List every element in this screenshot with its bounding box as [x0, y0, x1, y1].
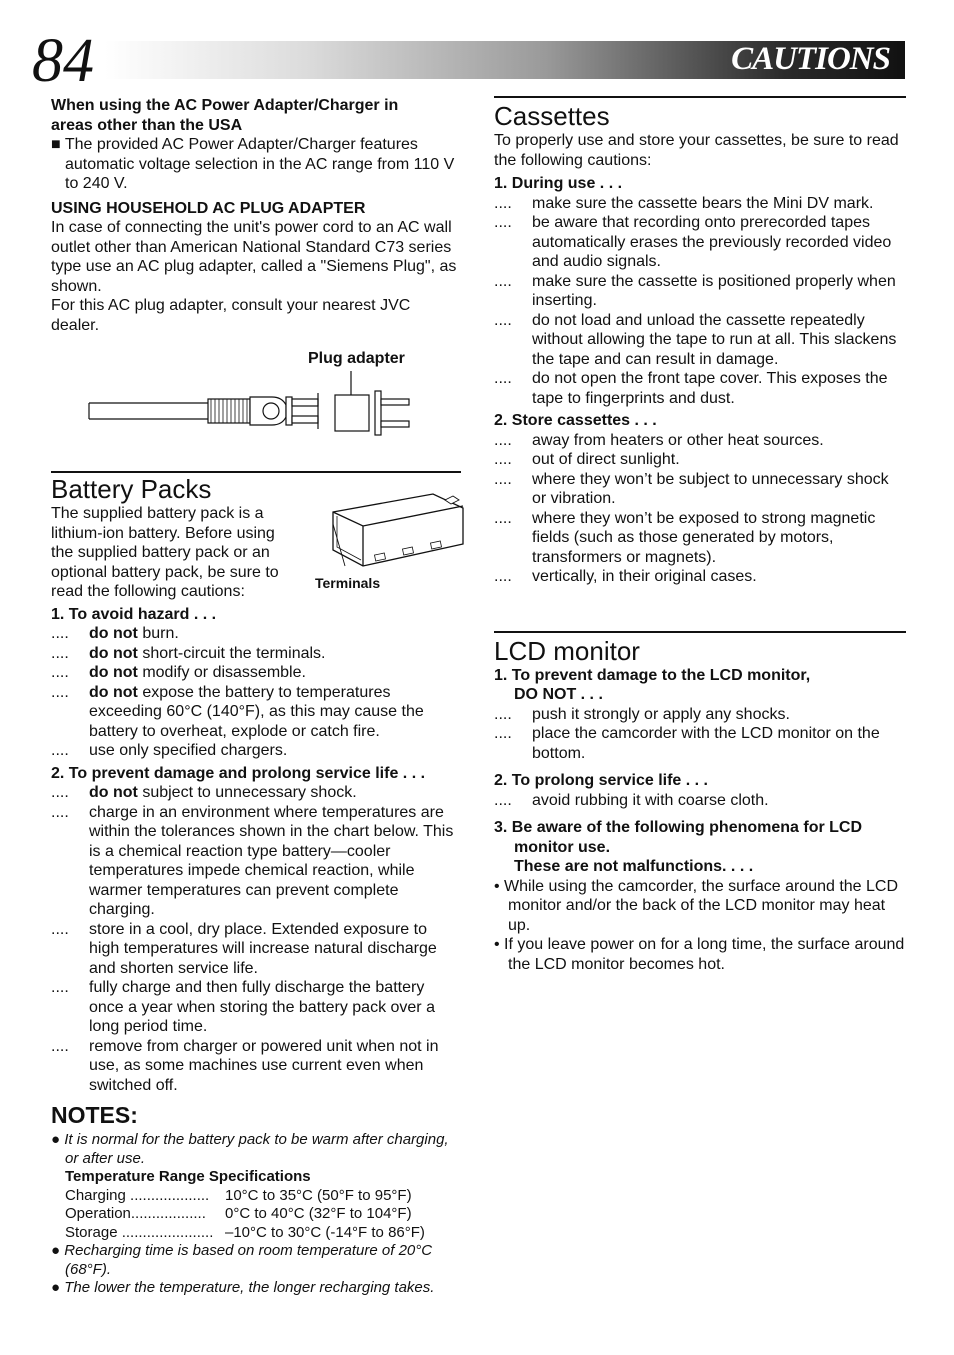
section-divider — [51, 471, 461, 473]
plug-adapter-label: Plug adapter — [308, 350, 405, 367]
note-item: ● Recharging time is based on room temperature of 20°C (68°F). — [51, 1242, 433, 1278]
list-item: .... store in a cool, dry place. Extended exposure to high temperatures will increase natural discharge and shorten service life. — [51, 920, 437, 977]
battery-s1-title: 1. To avoid hazard . . . — [51, 605, 217, 623]
note-item: ● It is normal for the battery pack to be warm after charging, or after use. — [51, 1131, 449, 1167]
plug-text-2: For this AC plug adapter, consult your nearest JVC dealer. — [51, 297, 411, 334]
ac-bullet-text: The provided AC Power Adapter/Charger features automatic voltage selection in the AC range from 110 V to 240 V. — [64, 136, 455, 192]
list-item: .... do not open the front tape cover. This exposes the tape to fingerprints and dust. — [494, 370, 888, 407]
lcd-s1-title-line2: DO NOT . . . — [514, 686, 603, 703]
lcd-s3-title-line3: These are not malfunctions. . . . — [514, 858, 754, 875]
list-item: .... avoid rubbing it with coarse cloth. — [494, 791, 769, 809]
lcd-s3-title-line2: monitor use. — [514, 838, 611, 856]
list-item: .... fully charge and then fully discharge the battery once a year when storing the battery pack over a long period time. — [51, 979, 435, 1035]
list-item: .... do not load and unload the cassette repeatedly without allowing the tape to run at all. This slackens the tape and can result in damage. — [494, 311, 897, 368]
battery-intro: The supplied battery pack is a lithium-ion battery. Before using the supplied battery pack or an optional battery pack, be sure to read the following cautions: — [51, 505, 279, 600]
lcd-s3-title-line1: 3. Be aware of the following phenomena for LCD — [494, 819, 863, 836]
ac-bullet — [51, 135, 461, 194]
notes-block — [51, 1131, 461, 1298]
list-item: • While using the camcorder, the surface around the LCD monitor and/or the back of the LCD monitor may heat up. — [494, 877, 899, 934]
cassettes-s1-title: 1. During use . . . — [494, 175, 623, 192]
battery-intro-block — [51, 504, 461, 602]
page-title: CAUTIONS — [731, 41, 890, 77]
cassettes-title: Cassettes — [494, 101, 610, 131]
plug-figure — [51, 343, 461, 471]
left-column — [51, 96, 461, 1298]
list-item: .... do not subject to unnecessary shock. — [51, 784, 357, 801]
spec-row: Storage ...................... –10°C to 30°C (-14°F to 86°F) — [65, 1223, 425, 1241]
plug-text: In case of connecting the unit's power cord to an AC wall outlet other than American National Standard C73 series type use an AC plug adapter, called a "Siemens Plug", as shown. — [51, 219, 457, 295]
list-item: .... be aware that recording onto prerecorded tapes automatically erases the previously recorded video and audio signals. — [494, 214, 892, 270]
list-item: .... where they won’t be subject to unnecessary shock or vibration. — [494, 470, 889, 507]
ac-heading-line1: When using the AC Power Adapter/Charger in — [51, 97, 399, 114]
battery-s2-title: 2. To prevent damage and prolong service life . . . — [51, 764, 426, 782]
list-item: .... push it strongly or apply any shocks. — [494, 705, 790, 723]
right-column — [494, 96, 906, 974]
list-item: .... make sure the cassette is positioned properly when inserting. — [494, 272, 896, 309]
list-item: .... vertically, in their original cases. — [494, 568, 757, 585]
list-item: .... do not short-circuit the terminals. — [51, 644, 326, 662]
lcd-monitor-title: LCD monitor — [494, 635, 640, 666]
list-item: .... do not burn. — [51, 625, 179, 642]
battery-packs-title: Battery Packs — [51, 474, 212, 504]
list-item: • If you leave power on for a long time, the surface around the LCD monitor becomes hot. — [494, 936, 905, 973]
cassettes-s2-title: 2. Store cassettes . . . — [494, 412, 657, 429]
list-item: .... use only specified chargers. — [51, 742, 288, 759]
ac-heading-line2: areas other than the USA — [51, 116, 243, 134]
list-item: .... away from heaters or other heat sources. — [494, 431, 824, 449]
spec-title: Temperature Range Specifications — [65, 1168, 311, 1185]
list-item: .... remove from charger or powered unit when not in use, as some machines use current even when switched off. — [51, 1037, 439, 1094]
plug-illustration — [51, 343, 461, 471]
list-item: .... where they won’t be exposed to strong magnetic fields (such as those generated by motors, transformers or magnets). — [494, 509, 876, 566]
cassettes-intro: To properly use and store your cassettes, be sure to read the following cautions: — [494, 132, 899, 169]
temperature-spec — [51, 1168, 461, 1242]
plug-heading: USING HOUSEHOLD AC PLUG ADAPTER — [51, 199, 366, 217]
section-divider — [494, 96, 906, 98]
list-item: .... do not modify or disassemble. — [51, 664, 306, 681]
page-number: 84 — [32, 27, 94, 95]
spec-row: Charging ................... 10°C to 35°C (50°F to 95°F) — [65, 1186, 412, 1204]
battery-illustration — [323, 492, 473, 576]
lcd-s2-title: 2. To prolong service life . . . — [494, 772, 708, 789]
terminals-label: Terminals — [315, 575, 381, 591]
spec-row: Operation.................. 0°C to 40°C (32°F to 104°F) — [65, 1205, 412, 1222]
list-item: .... make sure the cassette bears the Mini DV mark. — [494, 194, 874, 212]
section-divider — [494, 631, 906, 633]
list-item: .... out of direct sunlight. — [494, 451, 680, 468]
square-bullet-icon: ■ — [51, 136, 65, 153]
page-header — [0, 27, 954, 95]
lcd-s1-title-line1: 1. To prevent damage to the LCD monitor, — [494, 666, 811, 684]
list-item: .... do not expose the battery to temperatures exceeding 60°C (140°F), as this may cause the battery to overheat, explode or catch fire. — [51, 683, 424, 740]
list-item: .... place the camcorder with the LCD monitor on the bottom. — [494, 725, 880, 762]
list-item: .... charge in an environment where temperatures are within the tolerances shown in the chart below. This is a chemical reaction type battery—cooler temperatures impede chemical reaction, while warmer temperatures can prevent complete charging. — [51, 803, 454, 918]
notes-title: NOTES: — [51, 1102, 138, 1128]
note-item: ● The lower the temperature, the longer recharging takes. — [51, 1279, 435, 1296]
